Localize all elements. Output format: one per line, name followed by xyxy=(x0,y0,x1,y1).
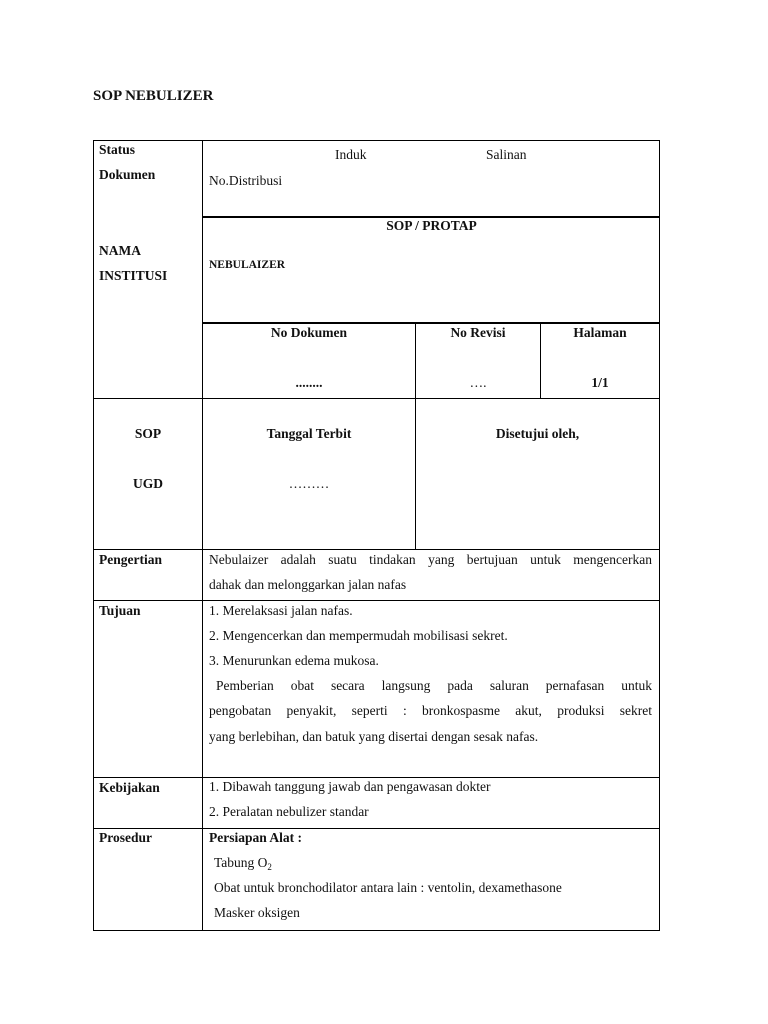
disetujui-label: Disetujui oleh, xyxy=(495,426,580,441)
tanggal-terbit-label: Tanggal Terbit xyxy=(266,426,352,441)
tujuan-label: Tujuan xyxy=(99,603,141,618)
tabung-text: Tabung O xyxy=(214,855,268,870)
no-distribusi-label: No.Distribusi xyxy=(209,173,283,188)
masker-item: Masker oksigen xyxy=(214,905,300,920)
rule-kebijakan xyxy=(93,828,660,829)
persiapan-alat-heading: Persiapan Alat : xyxy=(209,830,302,845)
kebijakan-item-1: 1. Dibawah tanggung jawab dan pengawasan dokter xyxy=(209,779,491,794)
pengertian-line-1: Nebulaizer adalah suatu tindakan yang bertujuan untuk mengencerkan xyxy=(209,552,652,567)
tujuan-paragraph-line-1: Pemberian obat secara langsung pada saluran pernafasan untuk xyxy=(216,678,652,693)
table-border-right xyxy=(659,140,660,931)
sop-protap-heading: SOP / PROTAP xyxy=(386,218,477,233)
tabung-o2-item xyxy=(214,855,272,871)
tujuan-paragraph-line-2: pengobatan penyakit, seperti : bronkospasme akut, produksi sekret xyxy=(209,703,652,718)
document-title: SOP NEBULIZER xyxy=(93,88,214,104)
kebijakan-label: Kebijakan xyxy=(99,780,160,795)
obat-item: Obat untuk bronchodilator antara lain : ventolin, dexamethasone xyxy=(214,880,562,895)
rule-protap xyxy=(202,322,660,324)
table-border-left xyxy=(93,140,94,931)
nebulaizer-label: NEBULAIZER xyxy=(209,259,286,271)
tanggal-terbit-value: ……… xyxy=(288,476,330,491)
pengertian-label: Pengertian xyxy=(99,552,162,567)
tabung-subscript: 2 xyxy=(267,862,272,872)
no-dokumen-value: ........ xyxy=(295,375,323,390)
tujuan-paragraph-line-3: yang berlebihan, dan batuk yang disertai dengan sesak nafas. xyxy=(209,729,539,744)
status-label-2: Dokumen xyxy=(99,167,156,182)
sop-label: SOP xyxy=(134,426,162,441)
pengertian-line-2: dahak dan melonggarkan jalan nafas xyxy=(209,577,407,592)
table-border-bottom xyxy=(93,930,660,931)
no-dokumen-label: No Dokumen xyxy=(270,325,348,340)
tujuan-item-1: 1. Merelaksasi jalan nafas. xyxy=(209,603,353,618)
table-border-top xyxy=(93,140,660,141)
no-revisi-label: No Revisi xyxy=(450,325,506,340)
halaman-label: Halaman xyxy=(573,325,627,340)
divider-tanggal-disetujui xyxy=(415,398,416,549)
halaman-value: 1/1 xyxy=(591,375,609,390)
kebijakan-item-2: 2. Peralatan nebulizer standar xyxy=(209,804,369,819)
rule-pengertian xyxy=(93,600,660,601)
nama-label-2: INSTITUSI xyxy=(99,268,168,283)
ugd-label: UGD xyxy=(133,476,163,491)
tujuan-item-3: 3. Menurunkan edema mukosa. xyxy=(209,653,379,668)
rule-tujuan xyxy=(93,777,660,778)
prosedur-label: Prosedur xyxy=(99,830,152,845)
no-revisi-value: …. xyxy=(469,375,487,390)
rule-sop xyxy=(93,549,660,550)
rule-nama xyxy=(93,398,660,399)
tujuan-item-2: 2. Mengencerkan dan mempermudah mobilisasi sekret. xyxy=(209,628,508,643)
nama-label-1: NAMA xyxy=(99,243,141,258)
label-column-divider xyxy=(202,140,203,931)
status-label-1: Status xyxy=(99,142,136,157)
salinan-label: Salinan xyxy=(486,147,527,162)
induk-label: Induk xyxy=(335,147,367,162)
